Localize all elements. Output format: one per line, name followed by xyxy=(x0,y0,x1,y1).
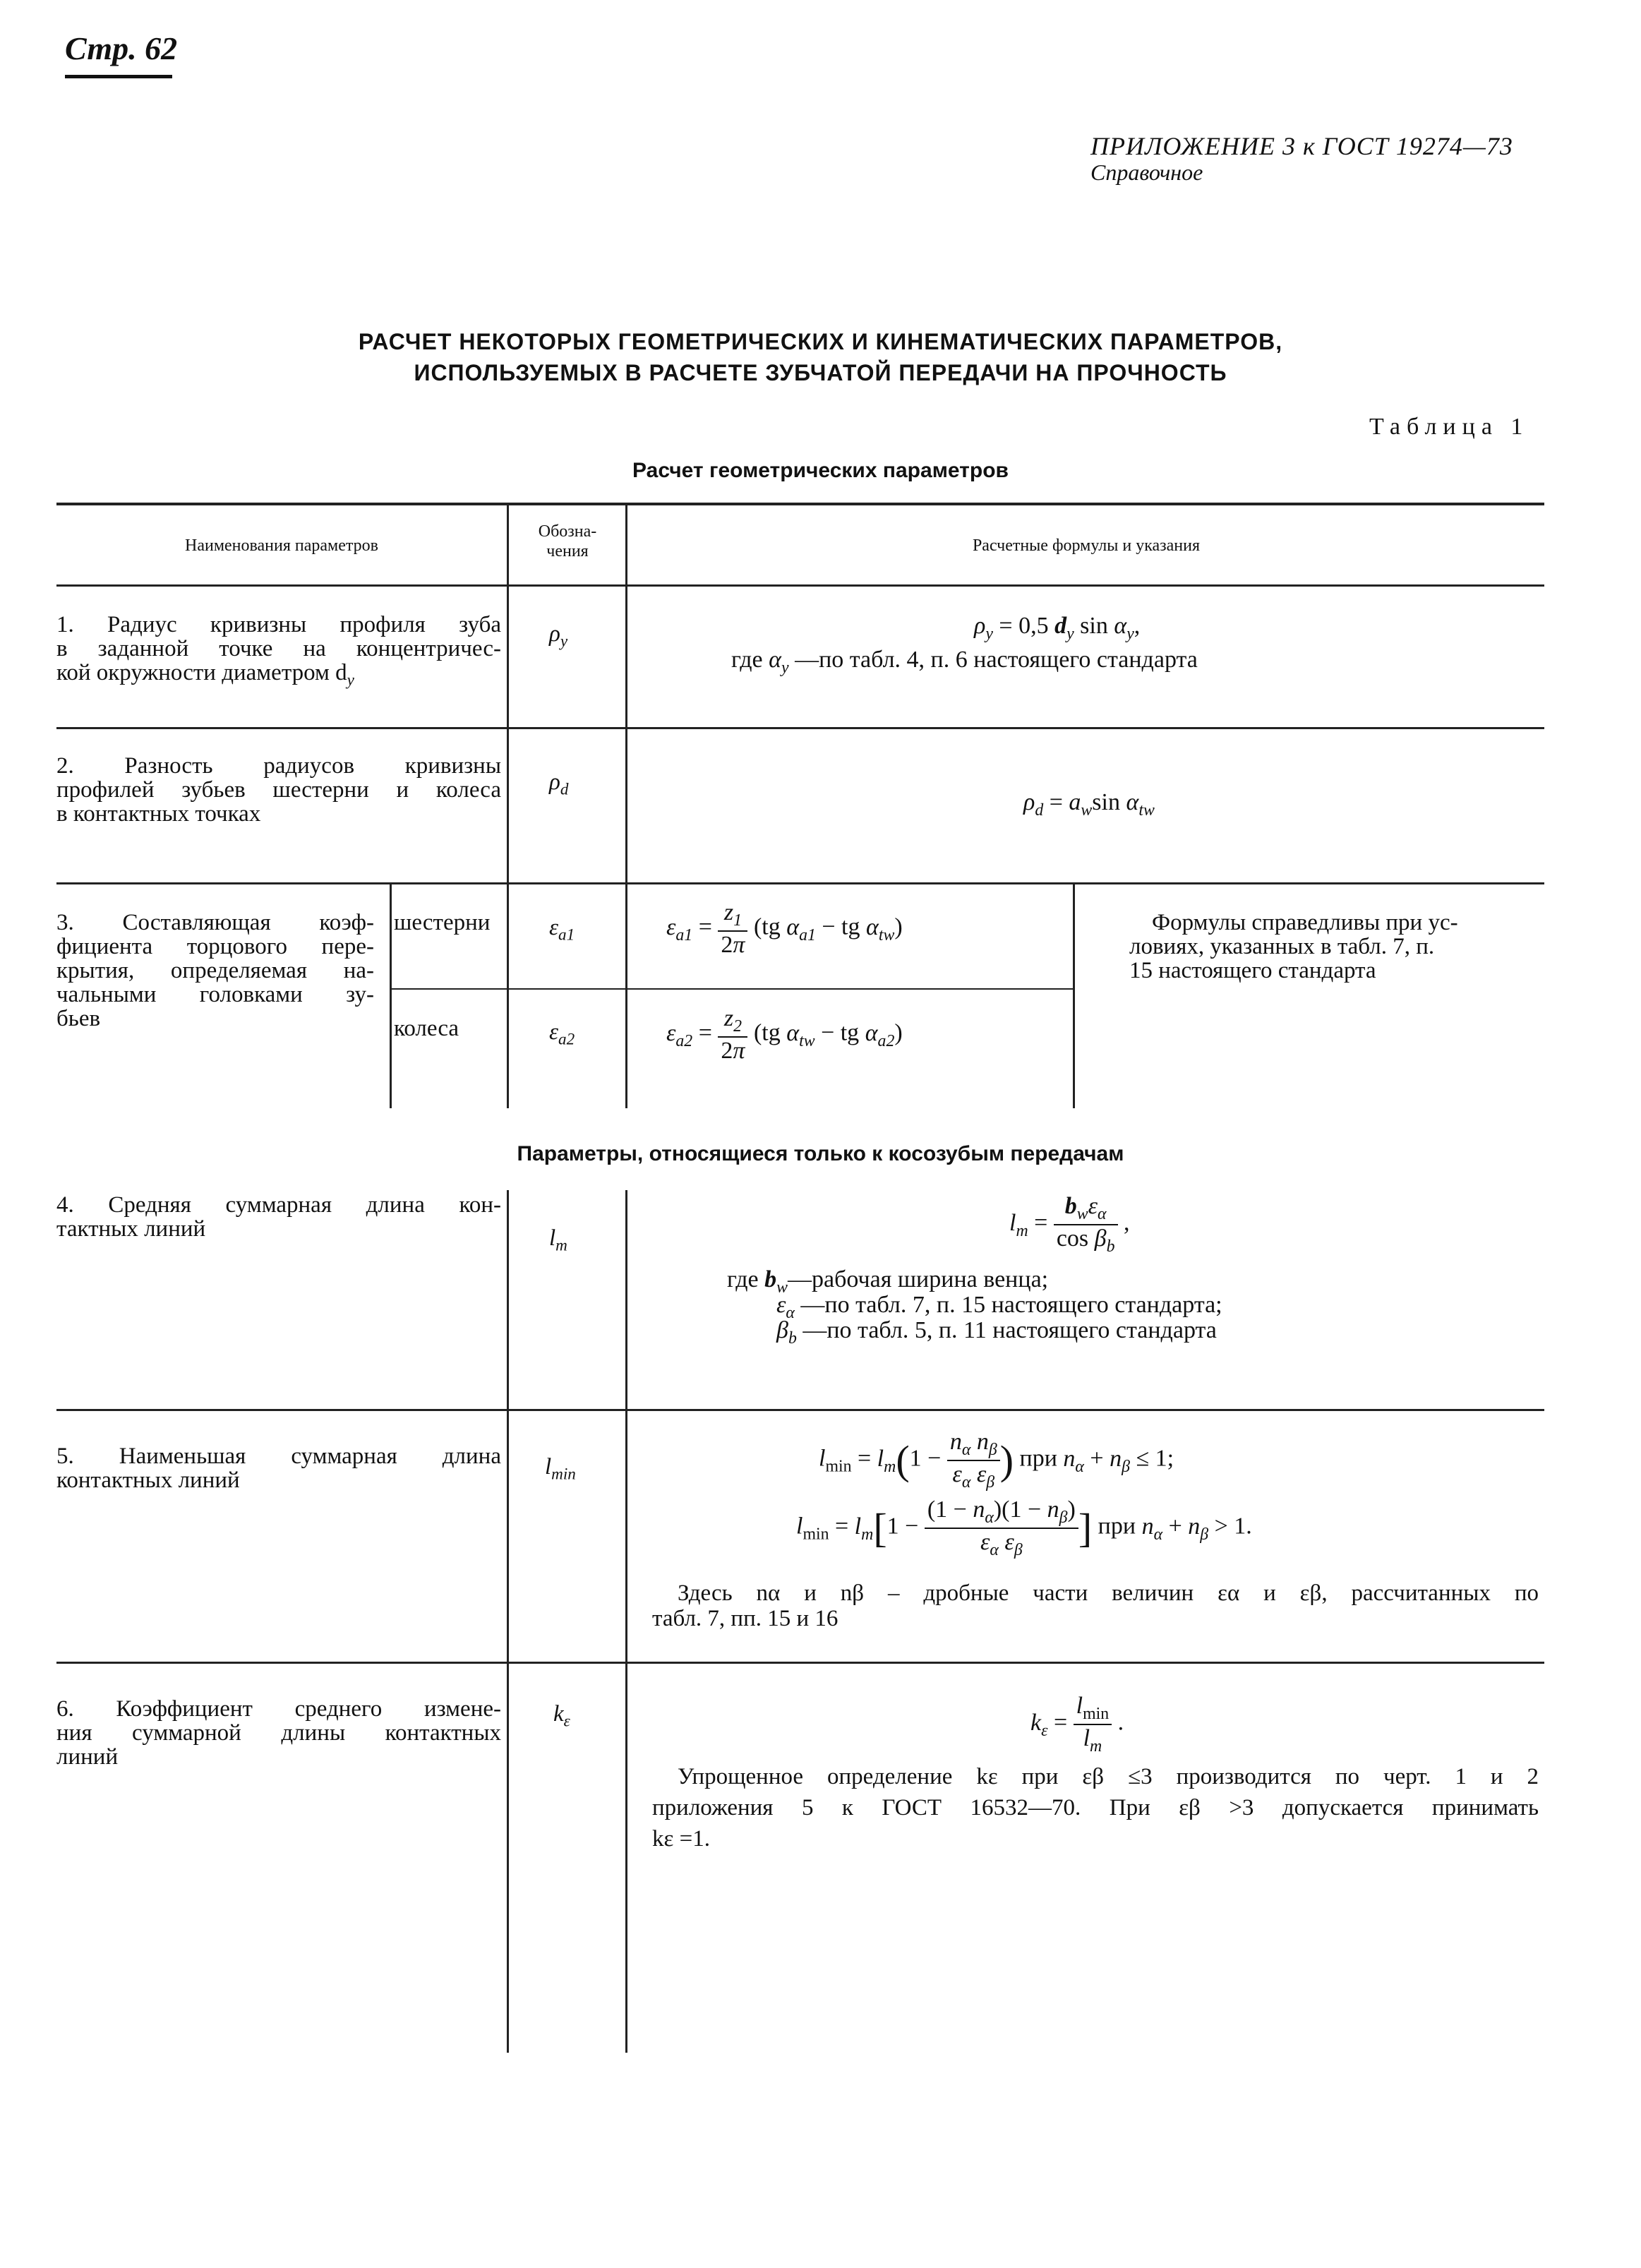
table-label: Таблица 1 xyxy=(1369,414,1529,440)
row-5-formula-2: $l_{min} = l_m[1$ − $\frac{(1 - n_\alpha)(1 - n_\beta)}{\varepsilon_\alpha \varepsilon_\beta}$ ] при $n_\alpha + n_\beta > 1$. xyxy=(796,1496,1252,1559)
row-5-bottom-rule xyxy=(56,1662,1544,1664)
row-6-name-line-3: линий xyxy=(56,1744,119,1770)
row-1-name-line-2: в заданной точке на концентричес- xyxy=(56,636,501,661)
row-3-name-line-4: чальными головками зу- xyxy=(56,982,374,1007)
row-4-name-line-2: тактных линий xyxy=(56,1216,206,1242)
table-caption: Расчет геометрических параметров xyxy=(632,459,1009,482)
row-2-name-line-3: в контактных точках xyxy=(56,801,261,827)
row-5-note-line-2: табл. 7, пп. 15 и 16 xyxy=(652,1606,838,1631)
page-number: Стр. 62 xyxy=(65,30,178,66)
row-3-note-line-1: Формулы справедливы при ус- xyxy=(1152,910,1458,935)
helical-caption: Параметры, относящиеся только к косозубым передачам xyxy=(517,1142,1124,1165)
row-3-sub-rule xyxy=(390,988,1073,990)
row-6-name-line-2: ния суммарной длины контактных xyxy=(56,1720,501,1746)
row-4-formula: $l_m$ = $\frac{b_w\varepsilon_\alpha}{\cos \beta_b}$ , xyxy=(1009,1193,1130,1256)
row-6-note-line-1: Упрощенное определение kε при εβ ≤3 производится по черт. 1 и 2 xyxy=(678,1764,1539,1789)
row-6-note-line-2: приложения 5 к ГОСТ 16532—70. При εβ >3 допускается принимать xyxy=(652,1795,1539,1820)
row-3-name-line-5: бьев xyxy=(56,1006,101,1031)
row-4-where-1-text: рабочая ширина венца; xyxy=(812,1266,1049,1292)
page-number-underline xyxy=(65,75,172,78)
row-1-name-line-1: 1. Радиус кривизны профиля зуба xyxy=(56,612,501,637)
header-formulas: Расчетные формулы и указания xyxy=(972,536,1201,555)
row-3-symbol-1: $\varepsilon_{a1}$ xyxy=(549,915,575,944)
row-2-symbol: $\rho_d$ xyxy=(549,769,569,798)
table-top-rule xyxy=(56,503,1544,505)
header-bottom-rule xyxy=(56,584,1544,587)
column-rule-1 xyxy=(507,503,509,1108)
row-6-formula: $k_\varepsilon$ = $\frac{l_{min}}{l_m}$ . xyxy=(1030,1693,1124,1756)
row-4-where-2: $\varepsilon_\alpha$ —по табл. 7, п. 15 настоящего стандарта; xyxy=(776,1292,1222,1322)
row-5-note-line-1: Здесь nα и nβ – дробные части величин εα и εβ, рассчитанных по xyxy=(678,1580,1539,1606)
row-3-note-line-3: 15 настоящего стандарта xyxy=(1129,958,1376,983)
appendix-status: Справочное xyxy=(1090,160,1203,185)
row-3-symbol-2: $\varepsilon_{a2}$ xyxy=(549,1019,575,1048)
row-6-note-line-3: kε =1. xyxy=(652,1826,710,1852)
row-4-symbol: $l_m$ xyxy=(549,1225,567,1254)
row-3-gear-wheel: колеса xyxy=(394,1016,459,1041)
row-1-bottom-rule xyxy=(56,727,1544,729)
column-rule-1-lower xyxy=(507,1190,509,2053)
row-3-name-line-2: фициента торцового пере- xyxy=(56,934,374,959)
row-3-subcolumn-rule xyxy=(390,882,392,1108)
row-5-name-line-2: контактных линий xyxy=(56,1468,240,1493)
row-1-formula: $\rho_y = 0,5$ $d_y$ $\sin \alpha_y$, xyxy=(974,613,1141,643)
header-name: Наименования параметров xyxy=(184,536,378,555)
row-3-formula-1: $\varepsilon_{a1}$ = $\frac{z_1}{2\pi}$ (tg $\alpha_{a1}$ − tg $\alpha_{tw}$) xyxy=(666,899,903,958)
row-4-bottom-rule xyxy=(56,1409,1544,1411)
header-symbol-line-2: чения xyxy=(546,542,589,560)
row-6-symbol: $k_\varepsilon$ xyxy=(553,1701,570,1730)
row-1-symbol: $\rho_y$ xyxy=(549,621,568,650)
row-3-note-rule xyxy=(1073,882,1075,1108)
row-1-where: где $\alpha_y$ —по табл. 4, п. 6 настоящего стандарта xyxy=(731,647,1198,677)
row-4-name-line-1: 4. Средняя суммарная длина кон- xyxy=(56,1192,501,1218)
row-2-name-line-1: 2. Разность радиусов кривизны xyxy=(56,753,501,779)
row-1-name-line-3: кой окружности диаметром $d_y$ xyxy=(56,660,354,689)
row-3-gear-pinion: шестерни xyxy=(394,910,491,935)
row-3-name-line-1: 3. Составляющая коэф- xyxy=(56,910,374,935)
row-2-name-line-2: профилей зубьев шестерни и колеса xyxy=(56,777,501,803)
header-symbol-line-1: Обозна- xyxy=(538,522,597,541)
row-5-symbol: $l_{min}$ xyxy=(545,1454,576,1483)
row-6-name-line-1: 6. Коэффициент среднего измене- xyxy=(56,1696,501,1722)
row-2-bottom-rule xyxy=(56,882,1544,884)
row-3-note-line-2: ловиях, указанных в табл. 7, п. xyxy=(1129,934,1435,959)
row-1-name-line-3-text: кой окружности диаметром d xyxy=(56,660,347,685)
row-5-name-line-1: 5. Наименьшая суммарная длина xyxy=(56,1444,501,1469)
row-4-where-1: где $b_w—рабочая$ ширина венца; xyxy=(727,1266,1049,1297)
document-title-line-1: РАСЧЕТ НЕКОТОРЫХ ГЕОМЕТРИЧЕСКИХ И КИНЕМАТИЧЕСКИХ ПАРАМЕТРОВ, xyxy=(358,329,1283,354)
row-2-formula: $\rho_d = a_w\sin$ $\alpha_{tw}$ xyxy=(1023,789,1155,820)
row-5-formula-1: $l_{min} = l_m(1$ − $\frac{n_\alpha n_\beta}{\varepsilon_\alpha \varepsilon_\beta}$ ) при $n_\alpha + n_\beta \le 1$; xyxy=(819,1429,1174,1492)
column-rule-2-lower xyxy=(625,1190,627,2053)
row-3-name-line-3: крытия, определяемая на- xyxy=(56,958,374,983)
row-4-where-2-text: —по табл. 7, п. 15 настоящего стандарта; xyxy=(800,1292,1222,1318)
row-4-where-3: $\beta_b$ —по табл. 5, п. 11 настоящего стандарта xyxy=(776,1317,1217,1348)
document-title-line-2: ИСПОЛЬЗУЕМЫХ В РАСЧЕТЕ ЗУБЧАТОЙ ПЕРЕДАЧИ НА ПРОЧНОСТЬ xyxy=(414,360,1227,385)
row-4-where-3-text: —по табл. 5, п. 11 настоящего стандарта xyxy=(803,1317,1217,1343)
column-rule-2 xyxy=(625,503,627,1108)
row-3-formula-2: $\varepsilon_{a2}$ = $\frac{z_2}{2\pi}$ (tg $\alpha_{tw}$ − tg $\alpha_{a2}$) xyxy=(666,1005,903,1064)
appendix-label: ПРИЛОЖЕНИЕ 3 к ГОСТ 19274—73 xyxy=(1090,132,1513,160)
